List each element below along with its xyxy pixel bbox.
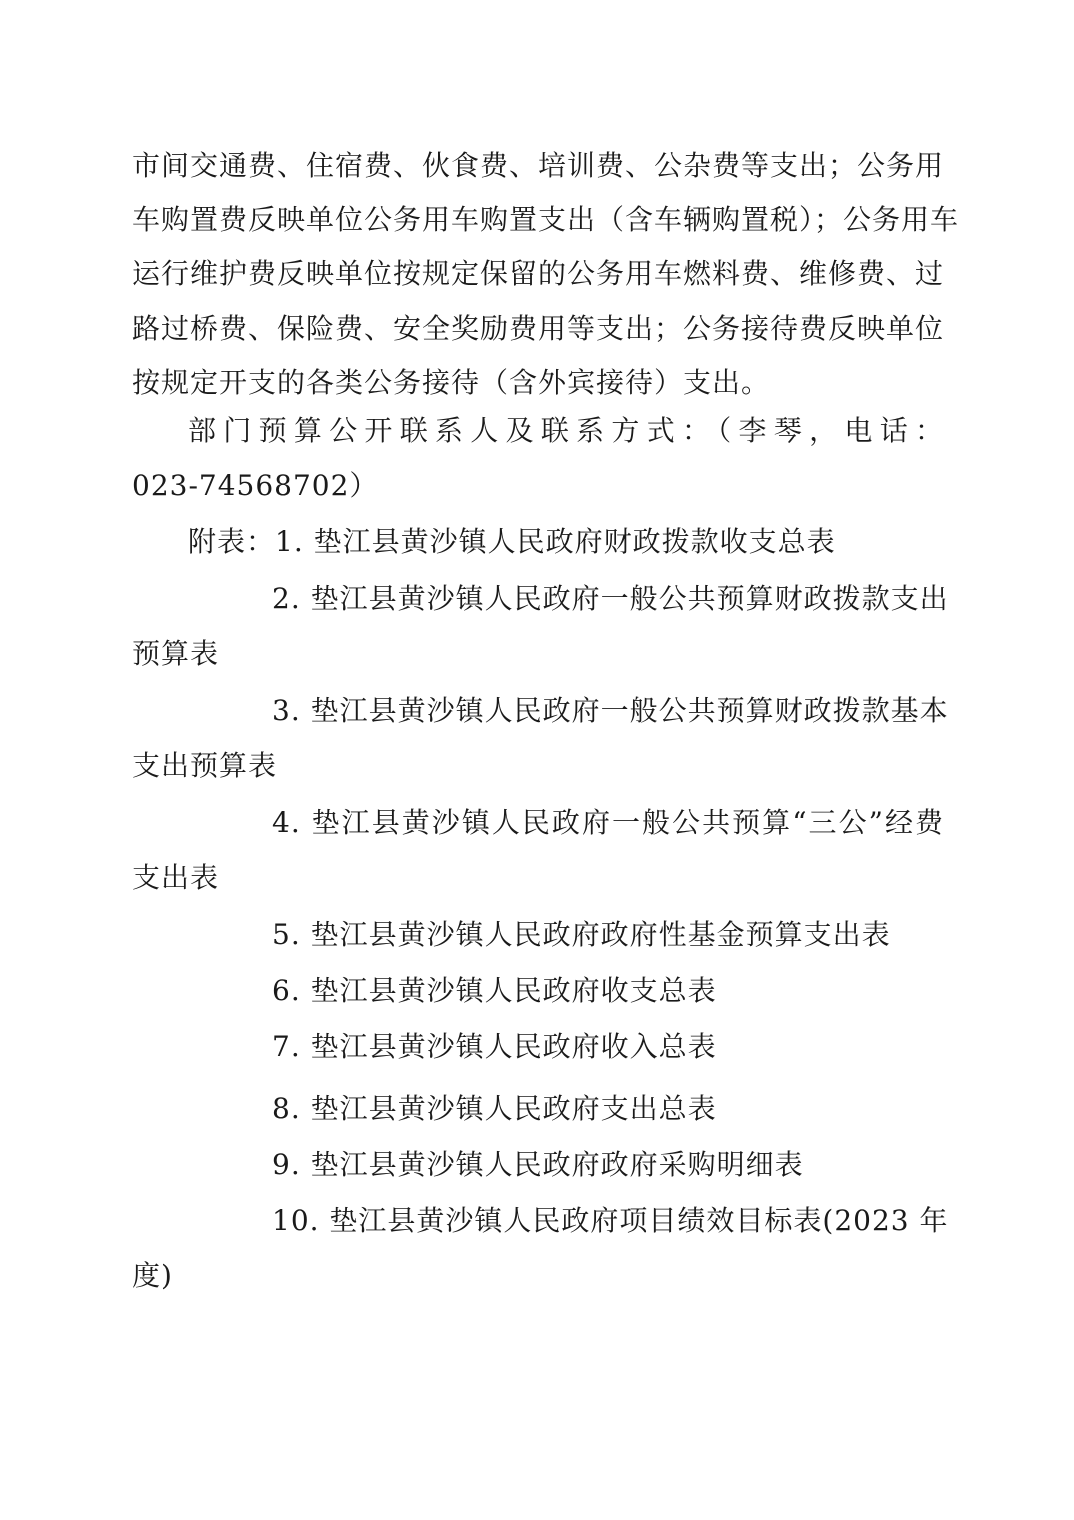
attachment-item-2: 2. 垫江县黄沙镇人民政府一般公共预算财政拨款支出 (272, 582, 949, 615)
attachment-item-4: 4. 垫江县黄沙镇人民政府一般公共预算“三公”经费 (272, 806, 944, 839)
paragraph-line-4: 路过桥费、保险费、安全奖励费用等支出；公务接待费反映单位 (132, 312, 945, 345)
attachment-item-2-cont: 预算表 (132, 637, 220, 670)
attachment-item-4-cont: 支出表 (132, 861, 220, 894)
paragraph-line-2: 车购置费反映单位公务用车购置支出（含车辆购置税）；公务用车 (132, 203, 960, 236)
attachment-item-10: 10. 垫江县黄沙镇人民政府项目绩效目标表(2023 年 (272, 1204, 949, 1237)
attachments-label: 附表：1. 垫江县黄沙镇人民政府财政拨款收支总表 (188, 525, 836, 558)
contact-phone: 023-74568702） (132, 469, 379, 502)
contact-line: 部门预算公开联系人及联系方式：（李琴，电话： (188, 414, 944, 447)
attachment-item-7: 7. 垫江县黄沙镇人民政府收入总表 (272, 1030, 717, 1063)
attachment-item-10-cont: 度) (132, 1259, 173, 1292)
attachment-item-8: 8. 垫江县黄沙镇人民政府支出总表 (272, 1092, 717, 1125)
attachment-item-5: 5. 垫江县黄沙镇人民政府政府性基金预算支出表 (272, 918, 891, 951)
attachment-item-9: 9. 垫江县黄沙镇人民政府政府采购明细表 (272, 1148, 804, 1181)
attachment-item-3-cont: 支出预算表 (132, 749, 278, 782)
attachment-item-3: 3. 垫江县黄沙镇人民政府一般公共预算财政拨款基本 (272, 694, 949, 727)
attachment-item-6: 6. 垫江县黄沙镇人民政府收支总表 (272, 974, 717, 1007)
paragraph-line-5: 按规定开支的各类公务接待（含外宾接待）支出。 (132, 366, 771, 399)
paragraph-line-1: 市间交通费、住宿费、伙食费、培训费、公杂费等支出；公务用 (132, 149, 945, 182)
paragraph-line-3: 运行维护费反映单位按规定保留的公务用车燃料费、维修费、过 (132, 257, 945, 290)
